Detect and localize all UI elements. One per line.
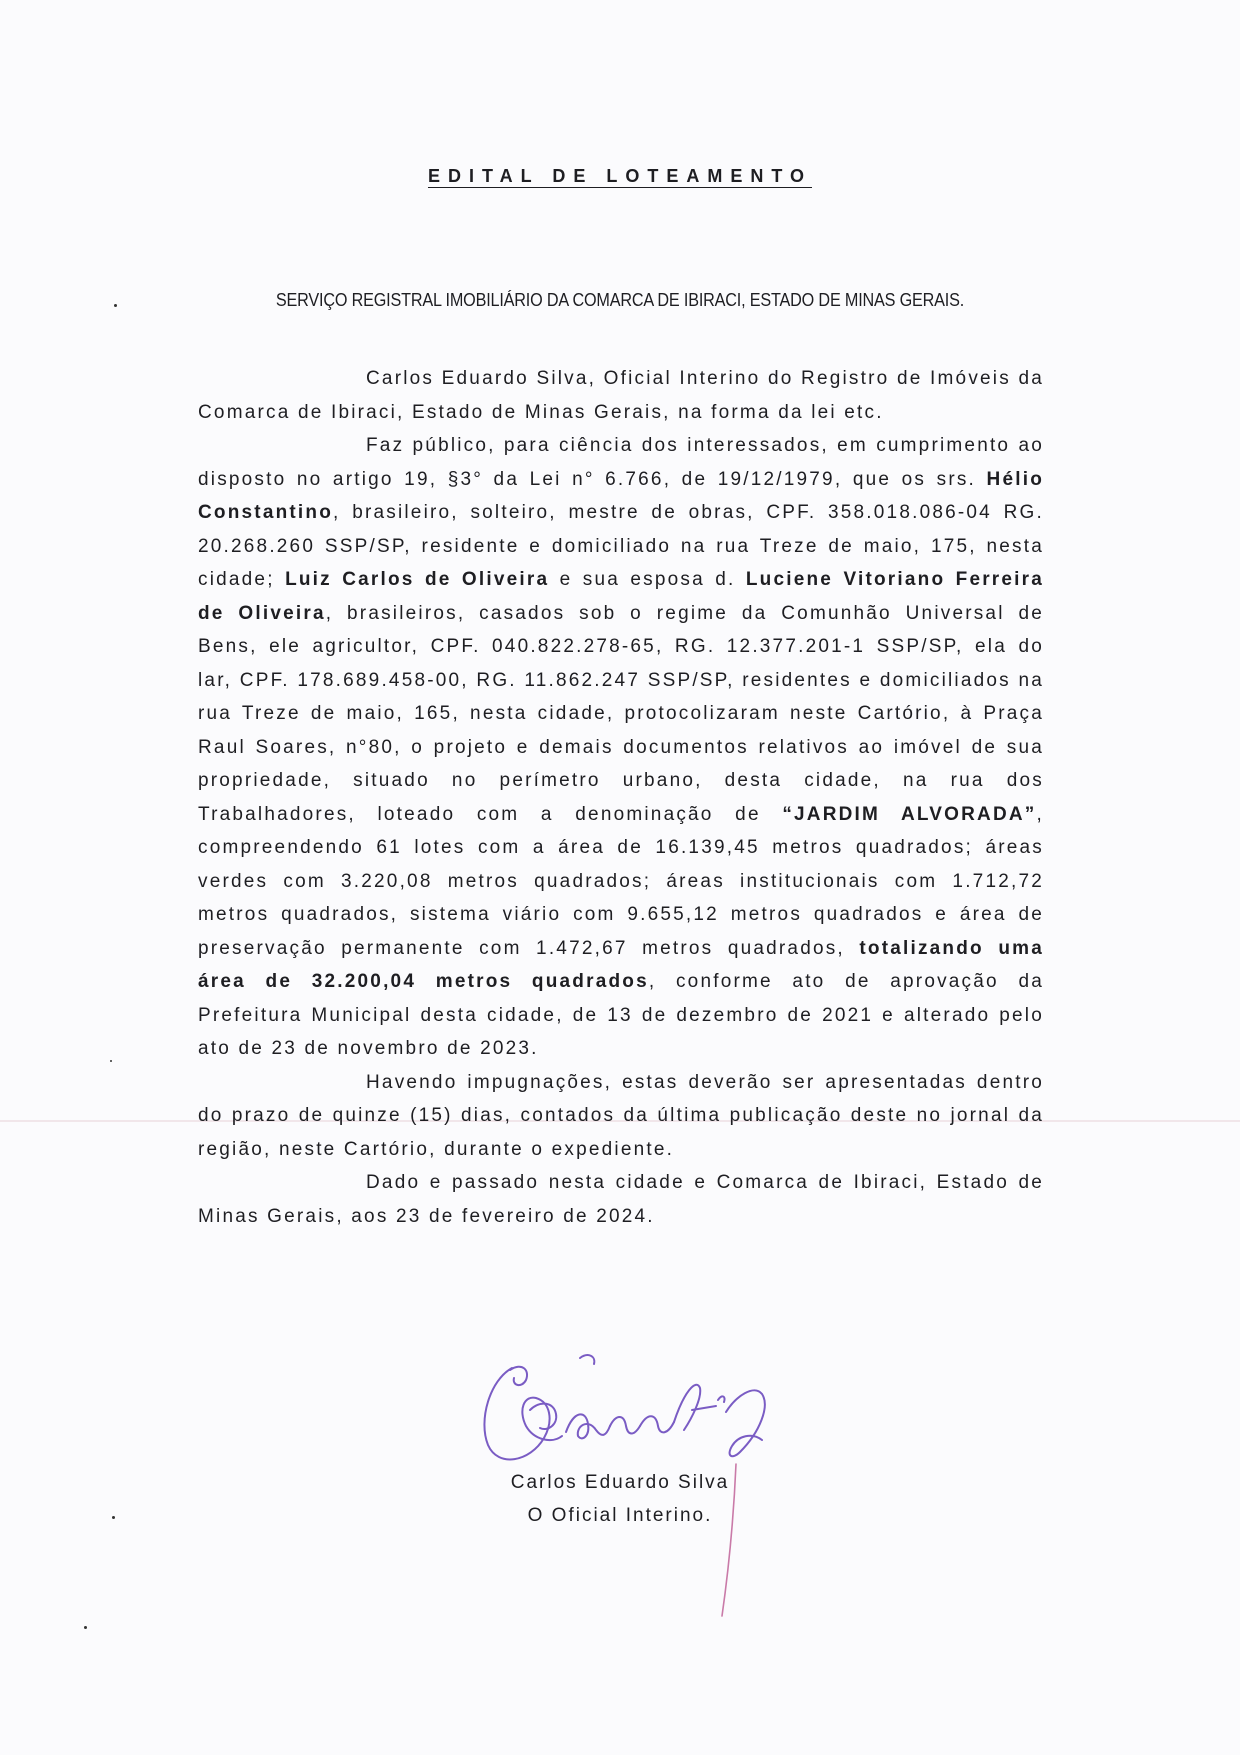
- announcement-text-d: , brasileiros, casados sob o regime da Comunhão Universal de Bens, ele agricultor, CPF. 040.822.278-65, RG. 12.377.201-1 SSP/SP, ela do lar, CPF. 178.689.458-00, RG. 11.862.247 SSP/SP, residentes e domiciliados na rua Treze de maio, 165, nesta cidade, protocolizaram neste Cartório, à Praça Raul Soares, n°80, o projeto e demais documentos relativos ao imóvel de sua propriedade, situado no perímetro urbano, desta cidade, na rua dos Trabalhadores, loteado com a denominação de: [198, 602, 1044, 825]
- owner-name-2: Luiz Carlos de Oliveira: [285, 569, 550, 590]
- announcement-text-c: e sua esposa d.: [549, 569, 746, 590]
- paragraph-closing: Dado e passado nesta cidade e Comarca de Ibiraci, Estado de Minas Gerais, aos 23 de fevereiro de 2024.: [198, 1172, 1044, 1227]
- announcement-text-b: , brasileiro, solteiro, mestre de obras, CPF. 358.018.086-04 RG. 20.268.260 SSP/SP, residente e domiciliado na rua Treze de maio, 175, nesta cidade;: [198, 502, 1044, 590]
- document-title: EDITAL DE LOTEAMENTO: [427, 166, 812, 186]
- total-area: totalizando uma área de 32.200,04 metros quadrados: [198, 937, 1044, 992]
- signer-block: [440, 1466, 800, 1532]
- paper-speck: [110, 1060, 112, 1062]
- announcement-text-a: Faz público, para ciência dos interessados, em cumprimento ao disposto no artigo 19, §3° da Lei n° 6.766, de 19/12/1979, que os srs.: [198, 435, 1044, 490]
- paragraph-objections: Havendo impugnações, estas deverão ser apresentadas dentro do prazo de quinze (15) dias, contados da última publicação deste no jornal da região, neste Cartório, durante o expediente.: [198, 1071, 1044, 1160]
- subdivision-name: “JARDIM ALVORADA”: [782, 803, 1037, 825]
- paragraph-announcement: [198, 429, 1044, 1066]
- document-body: [198, 362, 1044, 1233]
- announcement-text-e: , compreendendo 61 lotes com a área de 16.139,45 metros quadrados; áreas verdes com 3.220,08 metros quadrados; áreas institucionais com 1.712,72 metros quadrados, sistema viário com 9.655,12 metros quadrados e área de preservação permanente com 1.472,67 metros quadrados,: [198, 803, 1044, 959]
- signer-role: O Oficial Interino.: [527, 1505, 713, 1526]
- owner-name-1: Hélio Constantino: [198, 468, 1044, 523]
- paper-speck: [112, 1516, 115, 1519]
- owner-name-3: Luciene Vitoriano Ferreira de Oliveira: [198, 569, 1045, 624]
- signer-name: Carlos Eduardo Silva: [510, 1472, 730, 1493]
- document-subtitle: SERVIÇO REGISTRAL IMOBILIÁRIO DA COMARCA DE IBIRACI, ESTADO DE MINAS GERAIS.: [275, 290, 965, 310]
- paper-speck: [114, 304, 117, 307]
- announcement-text-f: , conforme ato de aprovação da Prefeitura Municipal desta cidade, de 13 de dezembro de 2021 e alterado pelo ato de 23 de novembro de 2023.: [198, 971, 1044, 1059]
- paragraph-intro: Carlos Eduardo Silva, Oficial Interino do Registro de Imóveis da Comarca de Ibiraci, Estado de Minas Gerais, na forma da lei etc.: [198, 368, 1044, 423]
- paper-speck: [84, 1626, 87, 1629]
- handwritten-signature: [470, 1340, 790, 1480]
